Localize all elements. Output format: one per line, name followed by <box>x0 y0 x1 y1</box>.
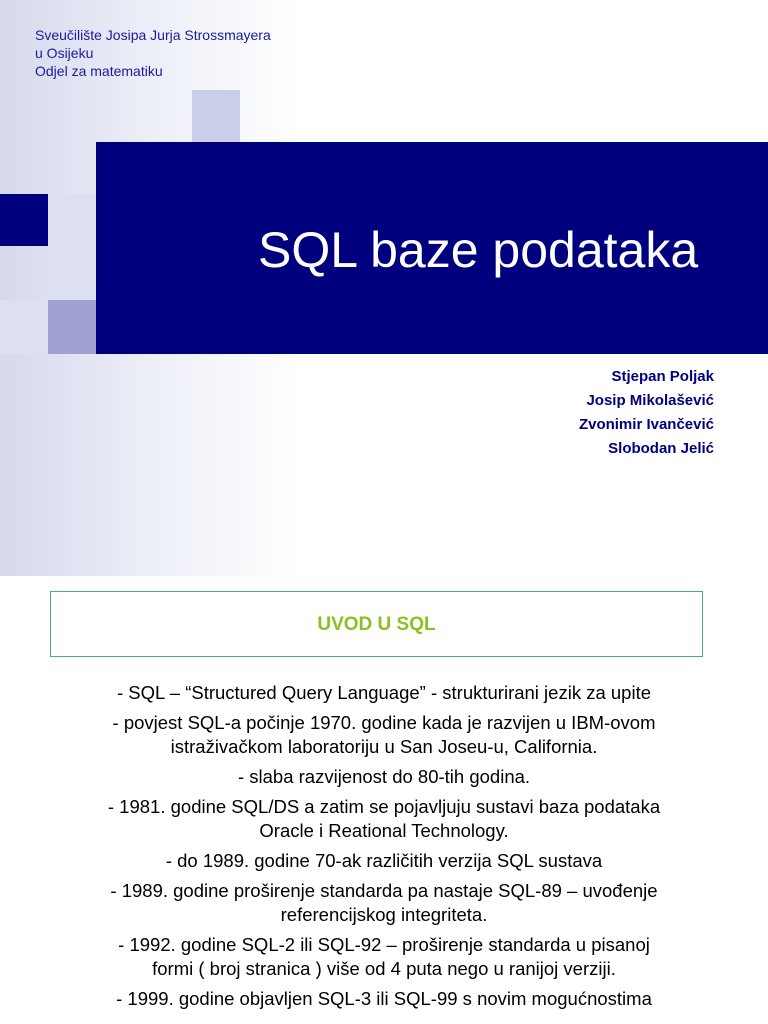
institution-line: Sveučilište Josipa Jurja Strossmayera <box>35 27 271 43</box>
text-line: formi ( broj stranica ) više od 4 puta nego u ranijoj verziji. <box>152 958 616 979</box>
paragraph <box>20 765 748 789</box>
text-line: istraživačkom laboratoriju u San Joseu-u, California. <box>170 736 598 757</box>
paragraph <box>20 987 748 1011</box>
author-name: Slobodan Jelić <box>608 440 714 457</box>
institution-line: u Osijeku <box>35 45 94 61</box>
text-line: - SQL – “Structured Query Language” - strukturirani jezik za upite <box>117 682 651 703</box>
author-list <box>579 365 714 461</box>
text-line: - 1992. godine SQL-2 ili SQL-92 – proširenje standarda u pisanoj <box>118 934 650 955</box>
author-name: Zvonimir Ivančević <box>578 416 714 433</box>
paragraph <box>20 795 748 843</box>
paragraph <box>20 849 748 873</box>
decor-square <box>48 194 96 246</box>
decor-square <box>0 300 48 354</box>
text-line: - 1981. godine SQL/DS a zatim se pojavljuju sustavi baza podataka <box>107 796 661 817</box>
text-line: referencijskog integriteta. <box>280 904 488 925</box>
decor-square <box>0 194 48 246</box>
paragraph <box>20 879 748 927</box>
institution-header <box>35 26 271 80</box>
text-line: - slaba razvijenost do 80-tih godina. <box>237 766 531 787</box>
paragraph <box>20 681 748 705</box>
decor-square <box>48 246 96 300</box>
text-line: - do 1989. godine 70-ak različitih verzija SQL sustava <box>165 850 603 871</box>
institution-line: Odjel za matematiku <box>35 63 163 79</box>
text-line: - povjest SQL-a počinje 1970. godine kada je razvijen u IBM-ovom <box>112 712 656 733</box>
author-name: Stjepan Poljak <box>611 368 714 385</box>
paragraph <box>20 711 748 759</box>
text-line: - 1989. godine proširenje standarda pa nastaje SQL-89 – uvođenje <box>110 880 658 901</box>
section-title: UVOD U SQL <box>317 614 436 635</box>
decor-square <box>48 300 96 354</box>
author-name: Josip Mikolašević <box>586 392 714 409</box>
paragraph <box>20 933 748 981</box>
slide-title: SQL baze podataka <box>258 222 699 278</box>
text-line: - 1999. godine objavljen SQL-3 ili SQL-99 s novim mogućnostima <box>116 988 652 1009</box>
text-line: Oracle i Reational Technology. <box>259 820 509 841</box>
section-header-box <box>50 591 703 657</box>
decor-square <box>192 90 240 142</box>
content-body <box>20 681 748 1017</box>
